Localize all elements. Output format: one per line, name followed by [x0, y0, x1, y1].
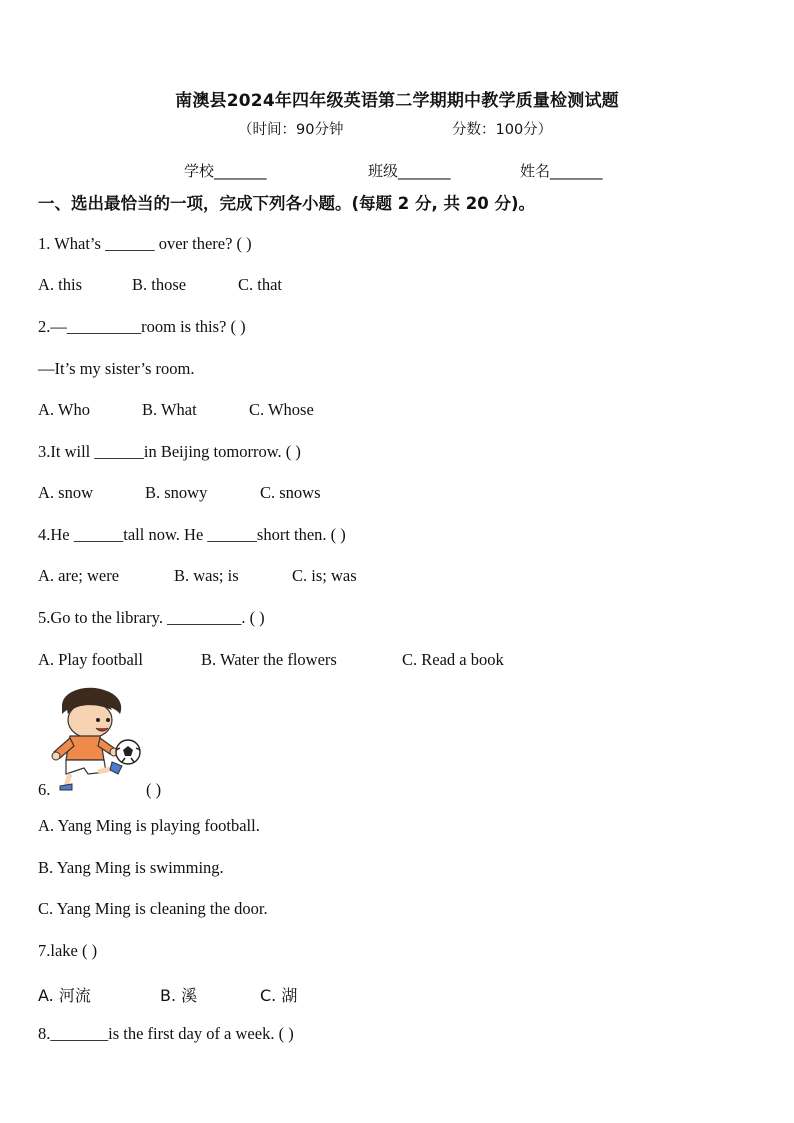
- q5-option-c: C. Read a book: [402, 650, 504, 669]
- q6-option-b: B. Yang Ming is swimming.: [38, 858, 224, 877]
- q5-option-b: B. Water the flowers: [201, 650, 337, 669]
- q3-option-b: B. snowy: [145, 483, 208, 502]
- q2-option-a: A. Who: [38, 400, 90, 419]
- q4-option-b: B. was; is: [174, 566, 239, 585]
- name-field: 姓名_______: [520, 162, 603, 180]
- q1-option-c: C. that: [238, 275, 282, 294]
- school-field: 学校_______: [184, 162, 267, 180]
- q2-stem: 2.—_________room is this? ( ): [38, 317, 246, 336]
- q4-option-c: C. is; was: [292, 566, 357, 585]
- q3-stem: 3.It will ______in Beijing tomorrow. ( ): [38, 442, 301, 461]
- q6-stem: 6.: [38, 780, 51, 799]
- exam-score: 分数：100分）: [452, 122, 553, 138]
- q2-option-b: B. What: [142, 400, 197, 419]
- q1-stem: 1. What’s ______ over there? ( ): [38, 234, 252, 253]
- q3-option-a: A. snow: [38, 483, 94, 502]
- section-heading: 一、选出最恰当的一项，完成下列各小题。(每题 2 分, 共 20 分)。: [38, 194, 536, 213]
- q4-stem: 4.He ______tall now. He ______short then. ( ): [38, 525, 346, 544]
- exam-time: （时间：90分钟: [238, 122, 344, 138]
- q2-reply: —It’s my sister’s room.: [38, 359, 195, 378]
- q7-stem: 7.lake ( ): [38, 941, 98, 960]
- q1-option-b: B. those: [132, 275, 187, 294]
- q3-option-c: C. snows: [260, 483, 321, 502]
- q7-option-b: B. 溪: [160, 986, 198, 1005]
- q5-stem: 5.Go to the library. _________. ( ): [38, 608, 265, 627]
- q6-option-a: A. Yang Ming is playing football.: [38, 816, 260, 835]
- q4-option-a: A. are; were: [38, 566, 120, 585]
- q2-option-c: C. Whose: [249, 400, 314, 419]
- q7-option-a: A. 河流: [38, 986, 91, 1005]
- boy-playing-football-image: [48, 684, 148, 794]
- class-field: 班级_______: [368, 162, 451, 180]
- q1-option-a: A. this: [38, 275, 83, 294]
- exam-title: 南澳县2024年四年级英语第二学期期中教学质量检测试题: [175, 91, 619, 111]
- q6-option-c: C. Yang Ming is cleaning the door.: [38, 899, 268, 918]
- q7-option-c: C. 湖: [260, 986, 298, 1005]
- q8-stem: 8._______is the first day of a week. ( ): [38, 1024, 294, 1043]
- q5-option-a: A. Play football: [38, 650, 143, 669]
- q6-answer-paren: ( ): [146, 780, 162, 799]
